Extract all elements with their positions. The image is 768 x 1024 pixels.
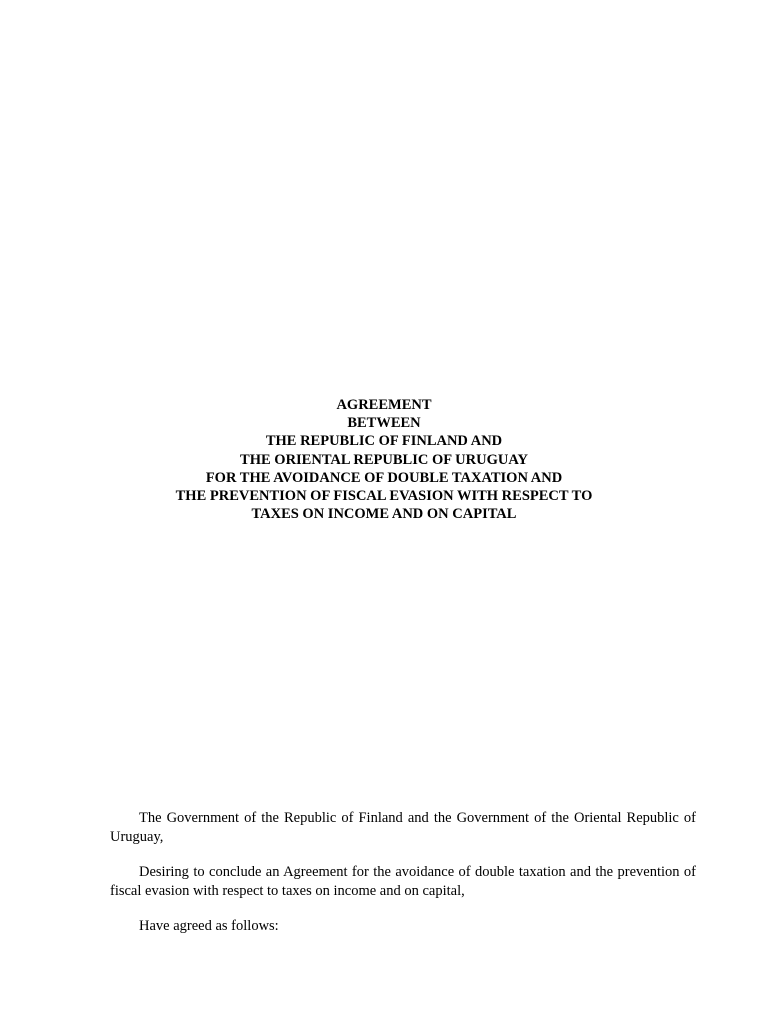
title-line: FOR THE AVOIDANCE OF DOUBLE TAXATION AND [205, 469, 563, 486]
preamble [110, 809, 696, 952]
title-line: THE ORIENTAL REPUBLIC OF URUGUAY [240, 451, 528, 468]
agreement-title [0, 396, 768, 523]
title-line: AGREEMENT [336, 397, 432, 413]
title-line: BETWEEN [347, 415, 421, 432]
preamble-paragraph-desiring: Desiring to conclude an Agreement for the avoidance of double taxation and the prevention of fiscal evasion with respect to taxes on income and on capital, [110, 864, 696, 899]
preamble-paragraph-agreed: Have agreed as follows: [139, 918, 279, 934]
title-line: THE REPUBLIC OF FINLAND AND [265, 433, 503, 450]
title-line: THE PREVENTION OF FISCAL EVASION WITH RESPECT TO [175, 488, 593, 505]
preamble-paragraph-governments: The Government of the Republic of Finland and the Government of the Oriental Republic of Uruguay, [110, 810, 696, 845]
title-line: TAXES ON INCOME AND ON CAPITAL [251, 506, 517, 523]
